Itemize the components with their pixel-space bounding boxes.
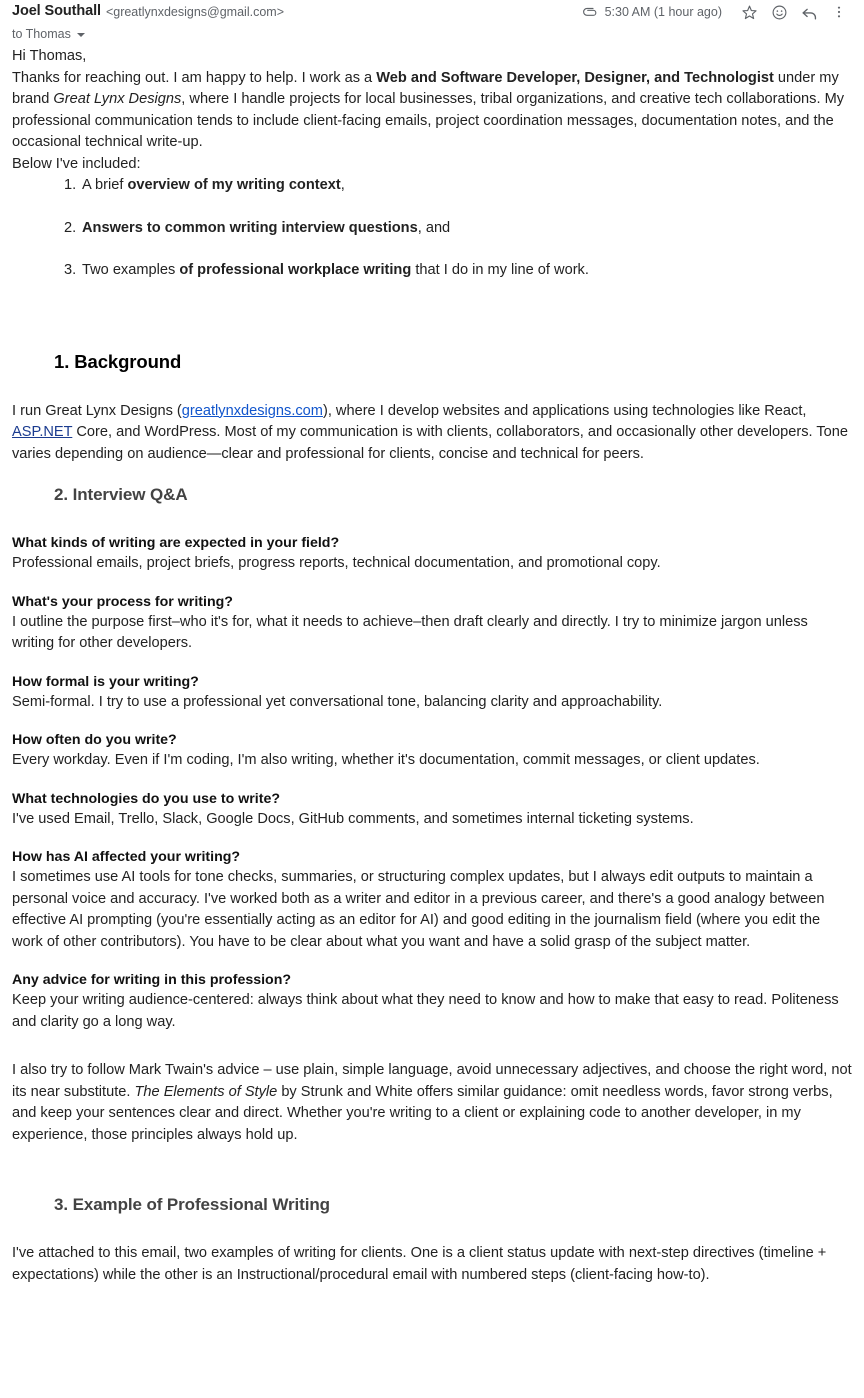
twain-part1: I also try to follow Mark Twain's advice – use plain, simple language, avoid unnecessary adjectives, and choose the right word, not its near substitute. (12, 1062, 852, 1100)
qa-block (12, 970, 852, 1033)
list-item-bold: overview of my writing context (127, 177, 341, 193)
more-options-icon[interactable] (824, 1, 854, 23)
list-item-pre: A brief (82, 177, 128, 193)
section-heading-interview-qa: 2. Interview Q&A (54, 485, 188, 504)
qa-block (12, 592, 852, 655)
recipient-label: to Thomas (12, 27, 71, 41)
qa-answer: Semi-formal. I try to use a professional yet conversational tone, balancing clarity and approachability. (12, 693, 663, 710)
intro-part2: under my brand (12, 69, 839, 107)
intro-paragraph (12, 68, 852, 154)
heading-spacer (12, 507, 852, 533)
background-part2: ), where I develop websites and applications using technologies like React, (322, 402, 807, 419)
message-header (0, 0, 864, 46)
background-part1: I run Great Lynx Designs ( (12, 402, 182, 419)
qa-answer: I outline the purpose first–who it's for, what it needs to achieve–then draft clearly and directly. I try to minimize jargon unless writing for other developers. (12, 613, 808, 651)
qa-question: How formal is your writing? (12, 673, 199, 690)
list-item (12, 175, 852, 197)
qa-block (12, 730, 852, 772)
list-item-post: , (340, 177, 345, 193)
list-item-post: , and (417, 219, 451, 236)
greeting: Hi Thomas, (12, 48, 87, 64)
recipient-row[interactable] (12, 26, 850, 42)
qa-block (12, 847, 852, 953)
qa-question: Any advice for writing in this profession? (12, 972, 292, 988)
paragraph-spacer (12, 1050, 852, 1060)
qa-question: What technologies do you use to write? (12, 790, 280, 807)
star-icon[interactable] (734, 1, 764, 23)
list-item-bold: of professional workplace writing (179, 262, 412, 278)
intro-part3: , where I handle projects for local businesses, tribal organizations, and creative tech collaborations. My professional communication tends to include client-facing emails, project coordination messages, documentation notes, and the occasional technical write-up. (12, 91, 845, 150)
qa-block (12, 672, 852, 714)
list-item-pre: Two examples (82, 262, 180, 278)
reply-icon[interactable] (794, 1, 824, 23)
timestamp: 5:30 AM (1 hour ago) (604, 5, 722, 19)
message-body (0, 46, 864, 1286)
attachment-icon (581, 3, 601, 21)
qa-answer: Keep your writing audience-centered: always think about what they need to know and how to make that easy to read. Politeness and clarity go a long way. (12, 992, 839, 1030)
qa-answer: I sometimes use AI tools for tone checks, summaries, or structuring complex updates, but I always edit outputs to maintain a personal voice and accuracy. I've worked both as a writer and editor in a previous career, and there's a good analogy between effective AI prompting (you're essentially acting as an editor for AI) and good editing in the journalism field (where you edit the work of other contributors). You have to be clear about what you want and have a solid grasp of the subject matter. (12, 869, 825, 950)
qa-answer: Professional emails, project briefs, progress reports, technical documentation, and promotional copy. (12, 555, 661, 571)
qa-block (12, 533, 852, 575)
list-item-bold: Answers to common writing interview questions (82, 219, 418, 236)
section-spacer (12, 1146, 852, 1192)
list-item-number: 2. (64, 219, 77, 236)
qa-answer: Every workday. Even if I'm coding, I'm also writing, whether it's documentation, commit messages, or client updates. (12, 752, 760, 768)
intro-bold-role: Web and Software Developer, Designer, and Technologist (376, 69, 774, 86)
intro-brand-name: Great Lynx Designs (53, 91, 182, 107)
qa-question: How often do you write? (12, 732, 177, 748)
heading-spacer (12, 1217, 852, 1243)
qa-question: What's your process for writing? (12, 593, 233, 610)
list-item (12, 260, 852, 282)
example-writing-paragraph: I've attached to this email, two examples of writing for clients. One is a client status update with next-step directives (timeline + expectations) while the other is an Instructional/procedural email with numbered steps (client-facing how-to). (12, 1245, 827, 1283)
sender-name[interactable]: Joel Southall (12, 3, 101, 19)
below-included-label: Below I've included: (12, 155, 141, 172)
header-actions (581, 1, 854, 23)
qa-block (12, 789, 852, 831)
list-item-number: 1. (64, 177, 77, 193)
list-item-number: 3. (64, 262, 77, 278)
qa-question: How has AI affected your writing? (12, 849, 241, 865)
background-part3: Core, and WordPress. Most of my communication is with clients, collaborators, and occasionally other developers. Tone varies depending on audience—clear and professional for clients, concise and technical for peers. (12, 424, 849, 462)
list-item (12, 218, 852, 240)
qa-question: What kinds of writing are expected in your field? (12, 535, 340, 551)
chevron-down-icon[interactable] (77, 33, 85, 37)
background-paragraph (12, 401, 852, 466)
greatlynxdesigns-link[interactable]: greatlynxdesigns.com (181, 402, 323, 419)
sender-email[interactable]: <greatlynxdesigns@gmail.com> (105, 5, 284, 19)
section-spacer (12, 465, 852, 482)
section-heading-background: 1. Background (54, 350, 182, 372)
qa-answer: I've used Email, Trello, Slack, Google Docs, GitHub comments, and sometimes internal ticketing systems. (12, 810, 694, 827)
heading-spacer (12, 375, 852, 401)
aspnet-link[interactable]: ASP.NET (12, 424, 73, 440)
section-heading-example-writing: 3. Example of Professional Writing (54, 1195, 330, 1214)
list-item-post: that I do in my line of work. (411, 262, 589, 278)
mark-twain-paragraph (12, 1060, 852, 1146)
twain-part2: by Strunk and White offers similar guidance: omit needless words, favor strong verbs, and keep your sentences clear and direct. Whether you're writing to a client or explaining code to another developer, in my experience, those principles always hold up. (12, 1083, 833, 1143)
emoji-react-icon[interactable] (764, 1, 794, 23)
elements-of-style-title: The Elements of Style (134, 1083, 278, 1100)
intro-part1: Thanks for reaching out. I am happy to help. I work as a (12, 69, 377, 86)
included-items-list (12, 175, 852, 282)
section-spacer (12, 303, 852, 349)
